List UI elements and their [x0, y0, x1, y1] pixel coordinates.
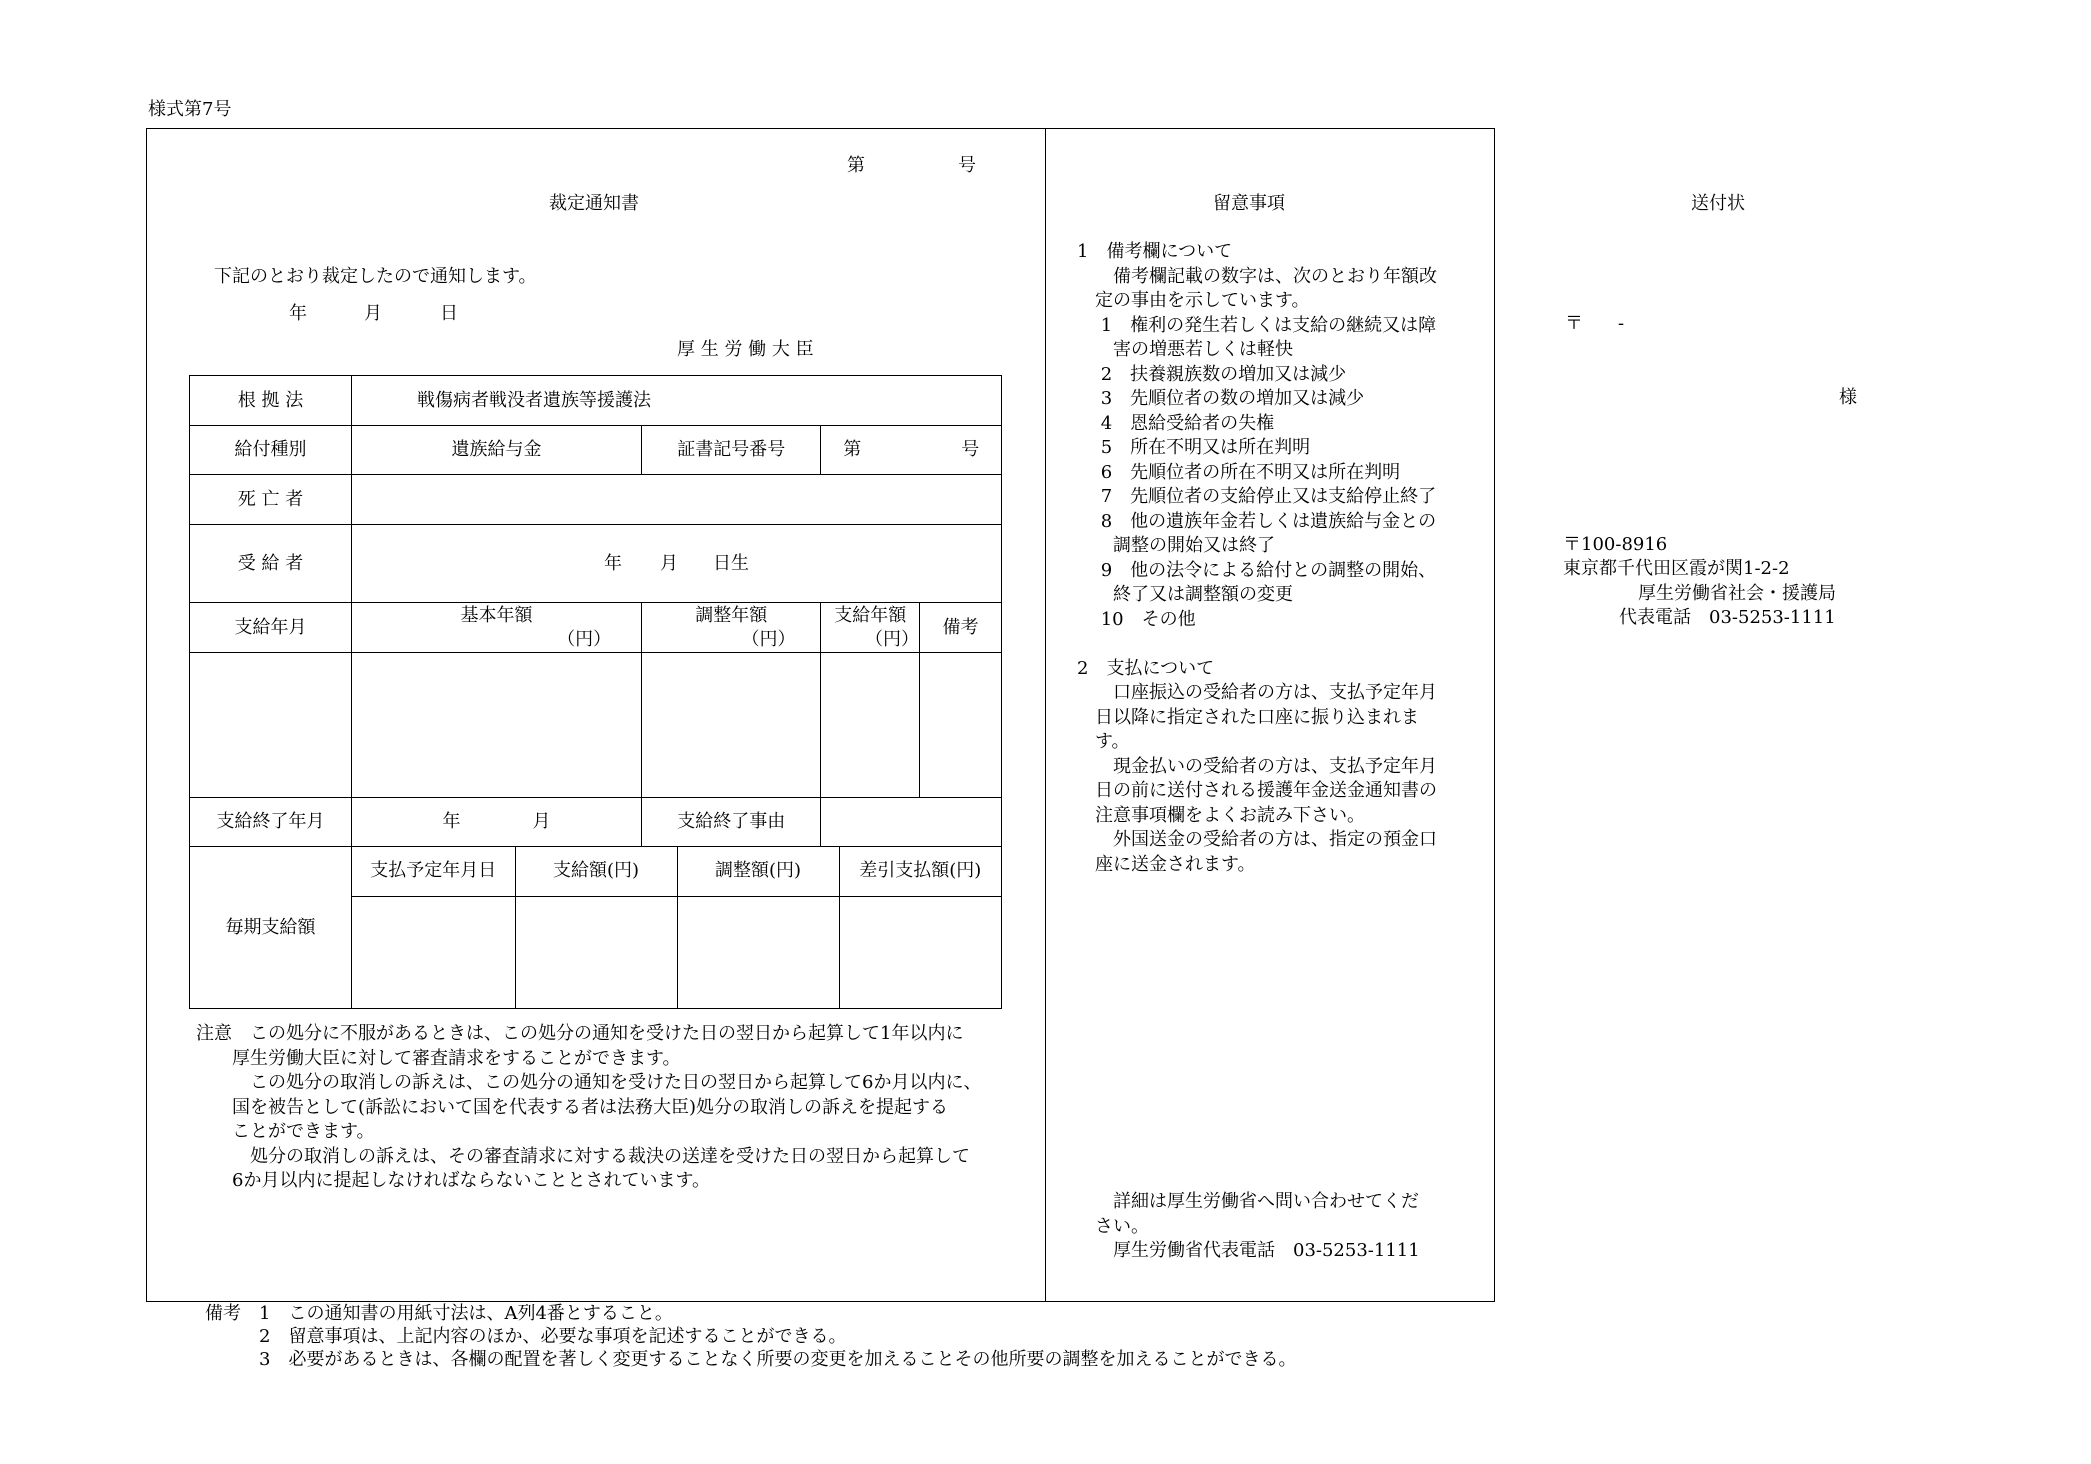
end-reason-label: 支給終了事由	[642, 798, 821, 847]
document-number-prefix: 第	[847, 155, 865, 176]
basic-annual-header	[352, 603, 642, 653]
notes-line: 8 他の遺族年金若しくは遺族給与金との	[1077, 510, 1437, 532]
note-line: ことができます。	[196, 1121, 375, 1142]
pay-end-value	[352, 798, 642, 847]
note-line: 6か月以内に提起しなければならないこととされています。	[196, 1170, 711, 1191]
benefit-type-label: 給付種別	[190, 426, 352, 475]
notes-body	[1077, 240, 1437, 877]
adjust-annual-value	[642, 653, 821, 798]
remark-line: 3 必要があるときは、各欄の配置を著しく変更することなく所要の変更を加えることその他所要の調整を加えることができる。	[205, 1349, 1297, 1370]
remarks-value	[920, 653, 1002, 798]
row-benefit-type	[190, 426, 1002, 475]
note-line: 厚生労働大臣に対して審査請求をすることができます。	[196, 1047, 681, 1069]
periodic-label: 毎期支給額	[190, 847, 352, 1009]
pay-amount-label: 支給額(円)	[515, 847, 677, 896]
periodic-subtable-cell	[352, 847, 1002, 1009]
scheduled-date-label: 支払予定年月日	[352, 847, 515, 896]
row-pay-end	[190, 798, 1002, 847]
benefit-type-value: 遺族給与金	[352, 426, 642, 475]
periodic-value-row	[352, 896, 1001, 1008]
net-amount-label: 差引支払額(円)	[839, 847, 1001, 896]
notes-line: 日の前に送付される援護年金送金通知書の	[1077, 780, 1437, 801]
periodic-subtable	[352, 847, 1001, 1008]
note-line: 国を被告として(訴訟において国を代表する者は法務大臣)処分の取消しの訴えを提起する	[196, 1096, 949, 1118]
postal-mark: 〒	[1565, 313, 1583, 334]
notes-line: 日以降に指定された口座に振り込まれま	[1077, 706, 1419, 728]
row-basis	[190, 376, 1002, 426]
birth-year: 年	[604, 552, 622, 574]
contact-line: 厚生労働省代表電話 03-5253-1111	[1077, 1240, 1420, 1261]
adjust-amount-value	[677, 896, 839, 1008]
notice-intro: 下記のとおり裁定したので通知します。	[214, 266, 537, 287]
remark-line: 2 留意事項は、上記内容のほか、必要な事項を記述することができる。	[205, 1326, 847, 1347]
notes-line: 終了又は調整額の変更	[1077, 584, 1293, 605]
basic-annual-unit: （円）	[557, 628, 612, 650]
contact-line: 詳細は厚生労働省へ問い合わせてくだ	[1077, 1191, 1419, 1212]
pay-annual-label: 支給年額	[834, 604, 907, 626]
basis-value: 戦傷病者戦没者遺族等援護法	[352, 376, 1002, 426]
contact-line: さい。	[1077, 1215, 1149, 1237]
adjust-annual-unit: （円）	[741, 628, 796, 650]
notes-line: 3 先順位者の数の増加又は減少	[1077, 388, 1365, 409]
certificate-label: 証書記号番号	[642, 426, 821, 475]
basic-annual-label: 基本年額	[460, 604, 533, 626]
document-number-suffix: 号	[958, 155, 976, 176]
notes-line: 7 先順位者の支給停止又は支給停止終了	[1077, 486, 1437, 507]
adjust-annual-header	[642, 603, 821, 653]
pay-annual-header	[821, 603, 920, 653]
notes-title: 留意事項	[1213, 193, 1285, 214]
certificate-suffix: 号	[961, 439, 980, 460]
notes-line: 2 扶養親族数の増加又は減少	[1077, 363, 1347, 385]
notes-line: 6 先順位者の所在不明又は所在判明	[1077, 461, 1401, 483]
notes-line: 定の事由を示しています。	[1077, 290, 1310, 311]
notice-title: 裁定通知書	[549, 193, 639, 214]
notes-line: 注意事項欄をよくお読み下さい。	[1077, 804, 1365, 826]
notes-line: 現金払いの受給者の方は、支払予定年月	[1077, 755, 1437, 777]
postal-dash: -	[1618, 313, 1625, 334]
date-month: 月	[364, 303, 382, 324]
note-line: この処分の取消しの訴えは、この処分の通知を受けた日の翌日から起算して6か月以内に、	[196, 1072, 982, 1093]
notes-line: 1 備考欄について	[1077, 241, 1233, 262]
sender-org: 厚生労働省社会・援護局	[1638, 583, 1836, 604]
birth-day: 日生	[713, 552, 749, 574]
notes-line: 1 権利の発生若しくは支給の継続又は障	[1077, 314, 1437, 336]
notes-spacer	[1077, 632, 1437, 657]
sender-phone: 代表電話 03-5253-1111	[1619, 607, 1836, 628]
notes-line: 害の増悪若しくは軽快	[1077, 339, 1293, 360]
sender-postal: 〒100-8916	[1563, 534, 1668, 555]
net-amount-value	[839, 896, 1001, 1008]
notes-line: 外国送金の受給者の方は、指定の預金口	[1077, 829, 1437, 850]
deceased-label: 死 亡 者	[190, 475, 352, 525]
periodic-header-row	[352, 847, 1001, 896]
scheduled-date-value	[352, 896, 515, 1008]
honorific: 様	[1839, 387, 1857, 408]
end-year: 年	[442, 811, 461, 832]
basis-label: 根 拠 法	[190, 376, 352, 426]
notes-line: 2 支払について	[1077, 657, 1215, 679]
notes-line: す。	[1077, 731, 1130, 752]
row-annual-values	[190, 653, 1002, 798]
form-label: 様式第7号	[148, 99, 232, 120]
pay-annual-unit: （円）	[865, 628, 920, 650]
birth-month: 月	[660, 552, 678, 574]
minister-name: 厚 生 労 働 大 臣	[677, 339, 814, 360]
notes-line: 座に送金されます。	[1077, 853, 1256, 875]
note-line: 注意 この処分に不服があるときは、この処分の通知を受けた日の翌日から起算して1年以内に	[196, 1023, 964, 1044]
pay-amount-value	[515, 896, 677, 1008]
end-month: 月	[532, 811, 551, 832]
note-line: 処分の取消しの訴えは、その審査請求に対する裁決の送達を受けた日の翌日から起算して	[196, 1145, 970, 1167]
deceased-value	[352, 475, 1002, 525]
basic-annual-value	[352, 653, 642, 798]
date-year: 年	[289, 303, 307, 324]
certificate-prefix: 第	[843, 439, 862, 460]
row-recipient	[190, 525, 1002, 603]
pay-annual-value	[821, 653, 920, 798]
form-remarks	[205, 1302, 1296, 1371]
panel-divider	[1045, 128, 1046, 1302]
adjust-amount-label: 調整額(円)	[677, 847, 839, 896]
adjust-annual-label: 調整年額	[695, 604, 768, 626]
sender-address: 東京都千代田区霞が関1-2-2	[1563, 558, 1790, 579]
row-periodic	[190, 847, 1002, 1009]
notice-form-table	[189, 375, 1002, 1009]
notes-line: 9 他の法令による給付との調整の開始、	[1077, 559, 1437, 581]
remark-line: 備考 1 この通知書の用紙寸法は、A列4番とすること。	[205, 1303, 673, 1324]
notes-line: 調整の開始又は終了	[1077, 535, 1275, 556]
end-reason-value	[821, 798, 1002, 847]
contact-info	[1077, 1190, 1420, 1264]
notes-line: 4 恩給受給者の失権	[1077, 412, 1275, 434]
certificate-number	[821, 426, 1002, 475]
pay-end-label: 支給終了年月	[190, 798, 352, 847]
notes-line: 10 その他	[1077, 608, 1196, 630]
notes-line: 備考欄記載の数字は、次のとおり年額改	[1077, 265, 1437, 287]
recipient-label: 受 給 者	[190, 525, 352, 603]
pay-start-label: 支給年月	[190, 603, 352, 653]
notes-line: 口座振込の受給者の方は、支払予定年月	[1077, 682, 1437, 703]
row-annual-header	[190, 603, 1002, 653]
date-day: 日	[440, 303, 458, 324]
cover-letter-title: 送付状	[1691, 193, 1745, 214]
remarks-label: 備考	[920, 603, 1002, 653]
appeal-notes	[196, 1022, 981, 1194]
recipient-birthdate	[352, 525, 1002, 603]
row-deceased	[190, 475, 1002, 525]
notes-line: 5 所在不明又は所在判明	[1077, 437, 1311, 458]
pay-start-value	[190, 653, 352, 798]
